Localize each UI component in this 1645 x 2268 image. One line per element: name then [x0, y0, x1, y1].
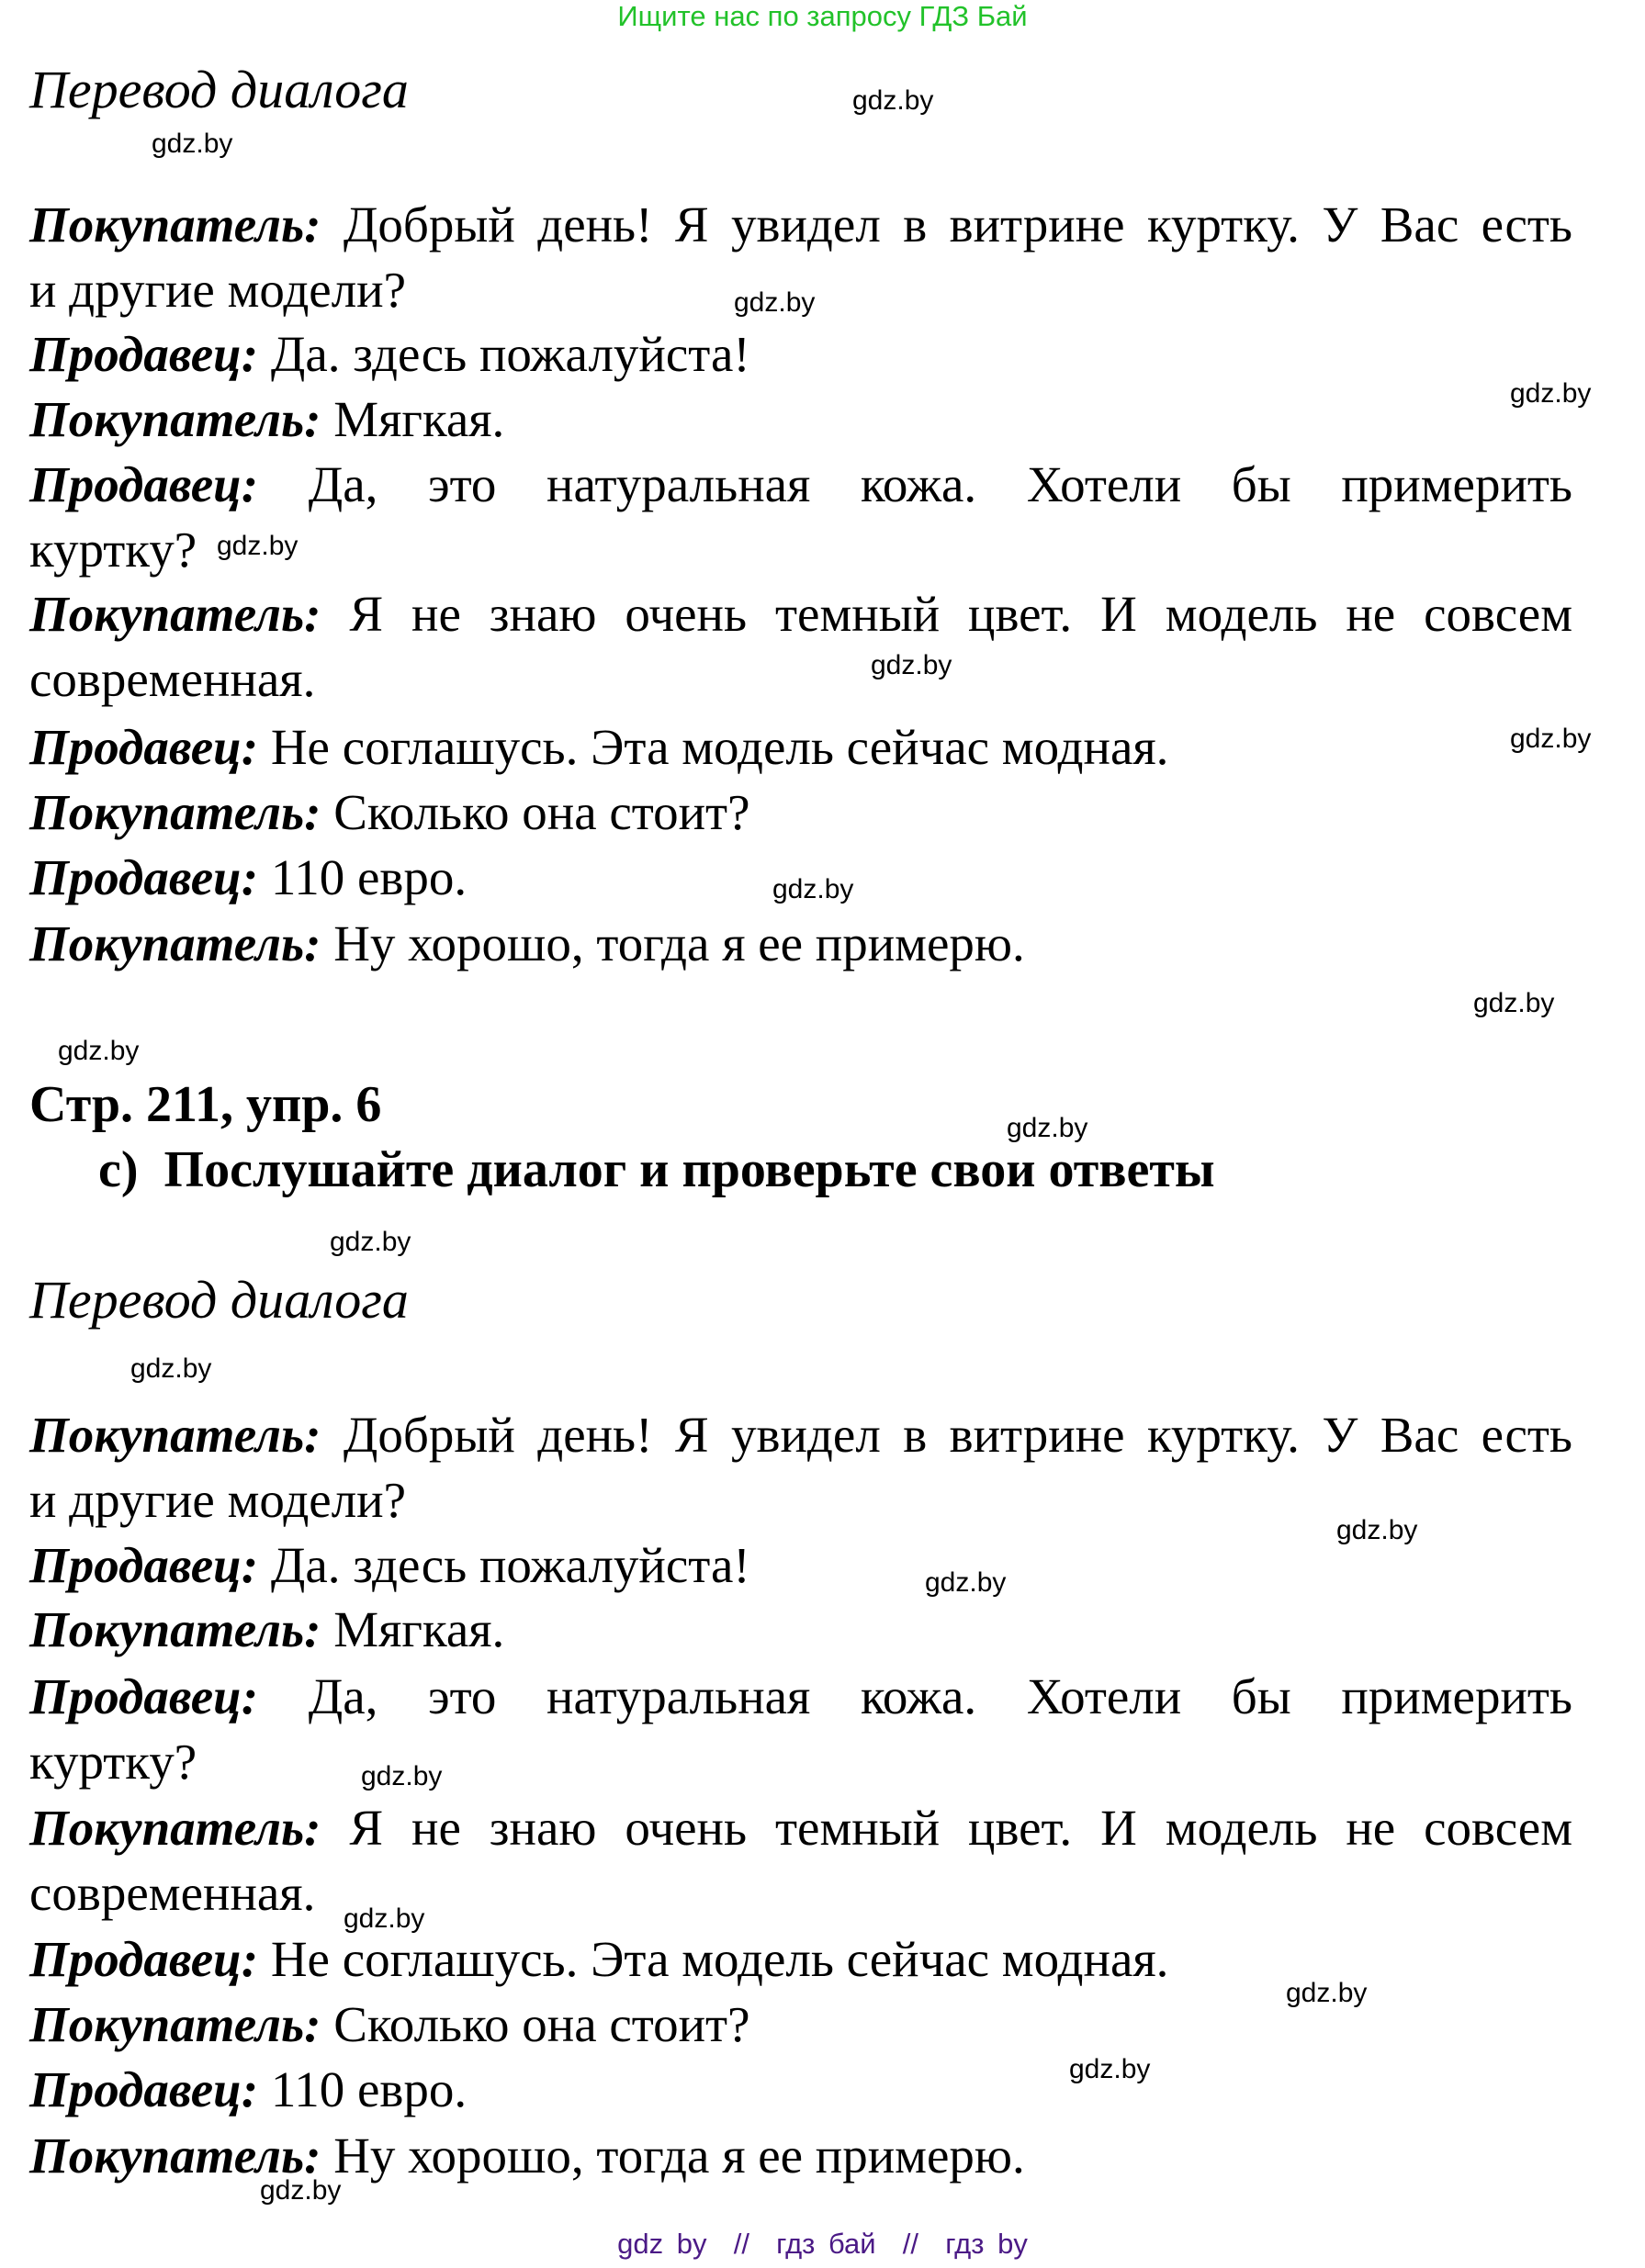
speaker-label: Покупатель:	[29, 915, 321, 971]
watermark: gdz.by	[152, 129, 233, 159]
watermark: gdz.by	[1286, 1978, 1368, 2008]
watermark: gdz.by	[1069, 2054, 1151, 2084]
dialogue-text: 110 евро.	[258, 2061, 468, 2117]
section-label-translation: Перевод диалога	[29, 1270, 409, 1330]
watermark: gdz.by	[734, 287, 816, 318]
section-label-translation: Перевод диалога	[29, 60, 409, 119]
speaker-label: Продавец:	[29, 1931, 259, 1987]
speaker-label: Покупатель:	[29, 1407, 321, 1463]
dialogue-text: Мягкая.	[321, 391, 505, 447]
speaker-label: Покупатель:	[29, 2128, 321, 2184]
speaker-label: Покупатель:	[29, 196, 321, 253]
dialogue-text: Да. здесь пожалуйста!	[258, 1537, 750, 1593]
dialogue-text: Добрый день! Я увидел в витрине куртку. У Вас есть	[321, 196, 1572, 253]
dialogue-text: Я не знаю очень темный цвет. И модель не совсем	[321, 1800, 1572, 1856]
watermark: gdz.by	[925, 1567, 1007, 1598]
watermark: gdz.by	[1007, 1113, 1088, 1143]
dialogue-line	[29, 1402, 1572, 1467]
dialogue-line-continuation: куртку?	[29, 1734, 197, 1790]
dialogue-line-continuation: и другие модели?	[29, 262, 407, 318]
watermark: gdz.by	[130, 1353, 212, 1384]
speaker-label: Покупатель:	[29, 1996, 321, 2052]
dialogue-line	[29, 780, 1572, 845]
dialogue-line	[29, 321, 1572, 387]
dialogue-line	[29, 192, 1572, 257]
dialogue-text: Мягкая.	[321, 1601, 505, 1657]
dialogue-line-continuation: современная.	[29, 1865, 316, 1921]
dialogue-text: Да, это натуральная кожа. Хотели бы примерить	[258, 1668, 1572, 1724]
dialogue-text: Сколько она стоит?	[321, 1996, 750, 2052]
dialogue-line	[29, 2057, 1572, 2122]
exercise-title: Стр. 211, упр. 6	[29, 1076, 382, 1133]
watermark: gdz.by	[330, 1227, 411, 1257]
speaker-label: Продавец:	[29, 1537, 259, 1593]
speaker-label: Продавец:	[29, 849, 259, 905]
speaker-label: Продавец:	[29, 719, 259, 775]
speaker-label: Покупатель:	[29, 586, 321, 642]
dialogue-text: Не соглашусь. Эта модель сейчас модная.	[258, 1931, 1169, 1987]
dialogue-line	[29, 911, 1572, 976]
speaker-label: Продавец:	[29, 2061, 259, 2117]
dialogue-line-continuation: современная.	[29, 651, 316, 707]
watermark: gdz.by	[58, 1036, 140, 1066]
speaker-label: Покупатель:	[29, 391, 321, 447]
footer-watermark-banner: gdz by // гдз бай // гдз by	[617, 2228, 1028, 2260]
watermark: gdz.by	[1510, 378, 1592, 409]
dialogue-text: Я не знаю очень темный цвет. И модель не совсем	[321, 586, 1572, 642]
speaker-label: Покупатель:	[29, 1800, 321, 1856]
dialogue-text: Добрый день! Я увидел в витрине куртку. У Вас есть	[321, 1407, 1572, 1463]
watermark: gdz.by	[852, 85, 934, 116]
dialogue-text: Ну хорошо, тогда я ее примерю.	[321, 2128, 1025, 2184]
dialogue-line	[29, 581, 1572, 646]
dialogue-line	[29, 387, 1572, 452]
watermark: gdz.by	[217, 531, 299, 561]
speaker-label: Продавец:	[29, 456, 259, 512]
search-hint-banner: Ищите нас по запросу ГДЗ Бай	[617, 0, 1028, 32]
watermark: gdz.by	[361, 1761, 443, 1791]
speaker-label: Покупатель:	[29, 1601, 321, 1657]
exercise-task: c) Послушайте диалог и проверьте свои ответы	[98, 1141, 1215, 1198]
dialogue-line-continuation: и другие модели?	[29, 1472, 407, 1528]
watermark: gdz.by	[1510, 724, 1592, 754]
speaker-label: Покупатель:	[29, 784, 321, 840]
watermark: gdz.by	[772, 874, 854, 904]
watermark: gdz.by	[344, 1903, 425, 1934]
dialogue-line	[29, 1795, 1572, 1860]
dialogue-line-continuation: куртку?	[29, 522, 197, 578]
dialogue-line	[29, 714, 1572, 780]
dialogue-text: Не соглашусь. Эта модель сейчас модная.	[258, 719, 1169, 775]
dialogue-text: Ну хорошо, тогда я ее примерю.	[321, 915, 1025, 971]
dialogue-line	[29, 1597, 1572, 1662]
dialogue-line	[29, 452, 1572, 517]
watermark: gdz.by	[260, 2175, 342, 2206]
speaker-label: Продавец:	[29, 1668, 259, 1724]
dialogue-text: 110 евро.	[258, 849, 468, 905]
watermark: gdz.by	[1473, 988, 1555, 1018]
watermark: gdz.by	[1336, 1515, 1418, 1545]
dialogue-text: Да, это натуральная кожа. Хотели бы примерить	[258, 456, 1572, 512]
dialogue-text: Да. здесь пожалуйста!	[258, 326, 750, 382]
dialogue-text: Сколько она стоит?	[321, 784, 750, 840]
speaker-label: Продавец:	[29, 326, 259, 382]
dialogue-line	[29, 1664, 1572, 1729]
watermark: gdz.by	[871, 650, 952, 680]
